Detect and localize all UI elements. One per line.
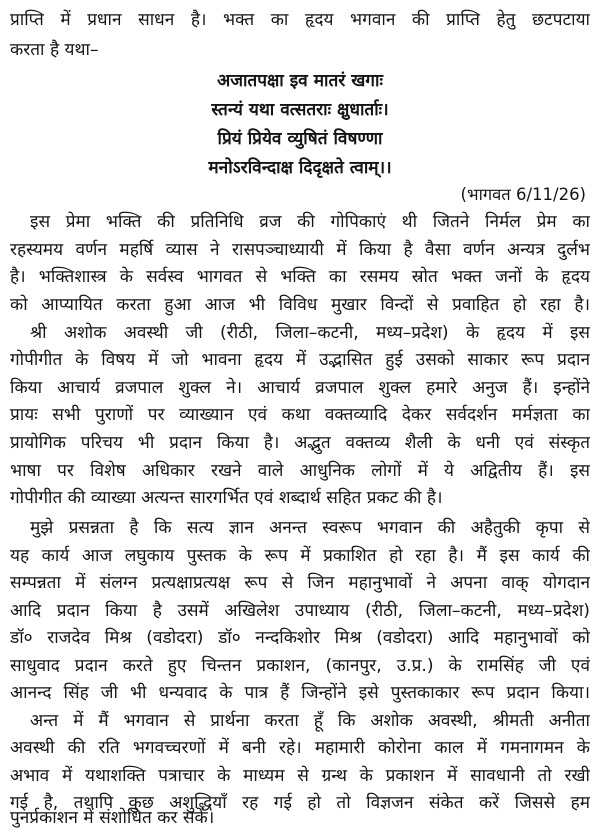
paragraph-4-line-5: पुनर्प्रकाशन में संशोधित कर सकें।	[10, 808, 215, 828]
paragraph-1-line-3: है। भक्तिशास्त्र के सर्वस्व भागवत से भक्ति का रसमय स्रोत भक्त जनों के हृदय	[10, 267, 590, 287]
verse-citation: (भागवत 6/11/26)	[460, 185, 586, 204]
paragraph-1-line-2: रहस्यमय वर्णन महर्षि व्यास ने रासपञ्चाध्यायी में किया है वैसा वर्णन अन्यत्र दुर्लभ	[10, 240, 590, 260]
paragraph-2-line-6: भाषा पर विशेष अधिकार रखने वाले आधुनिक लोगों में ये अद्वितीय हैं। इस	[10, 461, 590, 481]
paragraph-3-line-3: सम्पन्नता में संलग्न प्रत्यक्षाप्रत्यक्ष रूप से जिन महानुभावों ने अपना वाक् योगदान	[10, 573, 590, 593]
verse-line-3: प्रियं प्रियेव व्युषितं विषण्णा	[217, 129, 383, 149]
document-page	[10, 0, 590, 833]
paragraph-3-line-7: आनन्द सिंह जी भी धन्यवाद के पात्र हैं जिन्होंने इसे पुस्तकाकार रूप प्रदान किया।	[10, 683, 590, 703]
paragraph-2-line-7: गोपीगीत की व्याख्या अत्यन्त सारगर्भित एवं शब्दार्थ सहित प्रकट की है।	[10, 488, 443, 508]
paragraph-3-line-6: साधुवाद प्रदान करते हुए चिन्तन प्रकाशन, (कानपुर, उ.प्र.) के रामसिंह जी एवं	[10, 656, 590, 676]
paragraph-4-line-1: अन्त में मैं भगवान से प्रार्थना करता हूँ कि अशोक अवस्थी, श्रीमती अनीता	[30, 711, 590, 731]
paragraph-2-line-5: प्रायोगिक परिचय भी प्रदान किया है। अद्भुत वक्तव्य शैली के धनी एवं संस्कृत	[10, 433, 590, 453]
paragraph-2-line-4: प्रायः सभी पुराणों पर व्याख्यान एवं कथा वक्तव्यादि देकर सर्वदर्शन मर्मज्ञता का	[10, 405, 590, 425]
paragraph-4-line-2: अवस्थी की रति भगवच्चरणों में बनी रहे। महामारी कोरोना काल में गमनागमन के	[10, 738, 590, 758]
paragraph-4-line-3: अभाव में यथाशक्ति पत्राचार के माध्यम से ग्रन्थ के प्रकाशन में सावधानी तो रखी	[10, 766, 590, 786]
paragraph-4-line-4: गई है, तथापि कुछ अशुद्धियाँ रह गई हो तो विज्ञजन संकेत करें जिससे हम	[10, 793, 590, 813]
paragraph-3-line-1: मुझे प्रसन्नता है कि सत्य ज्ञान अनन्त स्वरूप भगवान की अहैतुकी कृपा से	[30, 518, 590, 538]
paragraph-3-line-5: डॉ० राजदेव मिश्र (वडोदरा) डॉ० नन्दकिशोर मिश्र (वडोदरा) आदि महानुभावों को	[10, 628, 590, 648]
paragraph-2-line-3: किया आचार्य व्रजपाल शुक्ल ने। आचार्य व्रजपाल शुक्ल हमारे अनुज हैं। इन्होंने	[10, 378, 590, 398]
verse-line-2: स्तन्यं यथा वत्सतराः क्षुधार्ताः।	[211, 100, 389, 120]
paragraph-2-line-2: गोपीगीत के विषय में जो भावना हृदय में उद्भासित हुई उसको साकार रूप प्रदान	[10, 350, 590, 370]
paragraph-1-line-1: इस प्रेमा भक्ति की प्रतिनिधि व्रज की गोपिकाएं थी जितने निर्मल प्रेम का	[30, 212, 590, 232]
paragraph-3-line-4: आदि प्रदान किया है उसमें अखिलेश उपाध्याय (रीठी, जिला–कटनी, मध्य–प्रदेश)	[10, 601, 590, 621]
verse-line-1: अजातपक्षा इव मातरं खगाः	[217, 71, 383, 91]
paragraph-1-line-4: को आप्यायित करता हुआ आज भी विविध मुखार विन्दों से प्रवाहित हो रहा है।	[10, 295, 590, 315]
verse-line-4: मनोऽरविन्दाक्ष दिदृक्षते त्वाम्।।	[208, 158, 392, 178]
intro-line-1: प्राप्ति में प्रधान साधन है। भक्त का हृदय भगवान की प्राप्ति हेतु छटपटाया	[10, 10, 590, 30]
intro-line-2: करता है यथा–	[10, 40, 99, 60]
paragraph-2-line-1: श्री अशोक अवस्थी जी (रीठी, जिला–कटनी, मध्य–प्रदेश) के हृदय में इस	[30, 323, 590, 343]
paragraph-3-line-2: यह कार्य आज लघुकाय पुस्तक के रूप में प्रकाशित हो रहा है। मैं इस कार्य की	[10, 546, 590, 566]
